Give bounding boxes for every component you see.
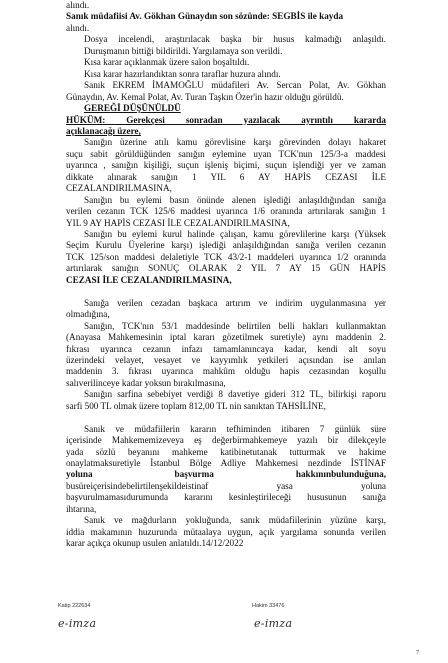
document-line: CEZALANDIRILMASINA, xyxy=(66,183,172,194)
document-line: Sanığın, TCK'nın 53/1 maddesinde belirtilen belli hakları kullanmaktan xyxy=(84,320,386,331)
document-line: olmadığına, xyxy=(66,309,110,320)
document-line: Sanığa verilen cezadan başkaca artırım ve indirim uygulanmasına yer xyxy=(84,297,386,308)
page-number: 7 xyxy=(416,650,419,656)
document-line: verilen cezanın TCK 125/6 maddesi uyarınca 1/6 oranında artırılarak sanığın 1 xyxy=(66,206,386,217)
document-line: Sanığın bu eylemi basın önünde alenen işlediği anlaşıldığından sanığa xyxy=(84,194,386,205)
document-line: dikkate alınarak sanığın 1 YIL 6 AY HAPİS CEZASI İLE xyxy=(66,171,386,182)
document-line: Sanık müdafiisi Av. Gökhan Günaydın son sözünde: SEGBİS ile kayda xyxy=(66,11,344,22)
document-line: YIL 9 AY HAPİS CEZASI İLE CEZALANDIRILMASINA, xyxy=(66,217,290,228)
document-line: içerisinde Mahkememizeveya eş değerbirmahkemeye yazılı bir dilekçeyle xyxy=(66,435,386,446)
document-line: sarfi 500 TL olmak üzere toplam 812,00 TL nin sanıktan TAHSİLİNE, xyxy=(66,400,326,411)
document-line: yoluna başvurma hakkınınbulunduğuna, xyxy=(66,469,386,480)
judge-esign-signature: e-imza xyxy=(254,617,293,630)
document-line: GEREĞİ DÜŞÜNÜLDÜ xyxy=(84,103,181,114)
document-line: onaylatmaksuretiyle İstanbul Bölge Adliye Mahkemesi nezdinde İSTİNAF xyxy=(66,458,386,468)
document-line: Dosya incelendi, araştırılacak başka bir husus kalmadığı anlaşıldı. xyxy=(84,34,386,45)
document-line: Sanığın bu eylemi kurul halinde çalışan, kamu görevlilerine karşı (Yüksek xyxy=(84,229,386,239)
document-line: alındı. xyxy=(66,22,90,33)
document-line: HÜKÜM: Gerekçesi sonradan yazılacak ayrıntılı kararda xyxy=(66,114,386,125)
document-line: Günaydın, Av. Kemal Polat, Av. Turan Taşkın Özer'in hazır olduğu görüldü. xyxy=(66,91,344,102)
document-line: uyarınca , sanığın kişiliği, suçun işleniş biçimi, suçun işlendiği yer ve zaman xyxy=(66,160,386,171)
document-line: Sanık EKREM İMAMOĞLU müdafileri Av. Sercan Polat, Av. Gökhan xyxy=(84,80,386,91)
document-line: Sanık ve müdafiilerin kararın tefhiminden itibaren 7 günlük süre xyxy=(84,423,386,434)
document-line: Sanığın üzerine atılı kamu görevlisine karşı görevinden dolayı hakaret xyxy=(84,137,386,148)
document-line: yada sözlü beyanını mahkeme katibinetutanak tutturmak ve hakime xyxy=(66,446,386,457)
document-line: üzerindeki velayet, vesayet ve kayyımlık yetkileri açısından ise anılan xyxy=(66,354,386,365)
document-line: Sanığın sarfina sebebiyet verdiği 8 davetiye gideri 312 TL, bilirkişi raporu xyxy=(84,389,386,400)
judge-label: Hakim 33476 xyxy=(252,603,285,609)
document-line: TCK 125/son maddesi delaletiyle TCK 43/2-1 maddeleri uyarınca 1/2 oranında xyxy=(66,251,386,262)
document-line: salıverilinceye kadar yoksun bırakılmasına, xyxy=(66,377,226,388)
document-line: fıkrası uyarınca cezanın infazı tamamlanıncaya kadar, kendi alt soyu xyxy=(66,343,386,354)
document-line: maddenin 3. fıkrası uyarınca mahkûm olduğu hapis cezasından koşullu xyxy=(66,366,386,377)
document-line: Seçim Kurulu Üyelerine karşı) işlediği anlaşıldığından sanığa verilen cezanın xyxy=(66,240,386,251)
document-line: suçu sabit görüldüğünden sanığın eylemine uyan TCK'nun 125/3-a maddesi xyxy=(66,148,386,159)
document-line: iddia makamının huzurunda mütaalaya uygun, açık yargılama sonunda verilen xyxy=(66,526,386,537)
document-line: başvurulmamasıdurumunda kararını kesinleştirileceği hususunun sanığa xyxy=(66,492,386,503)
document-line: Kısa karar açıklanmak üzere salon boşaltıldı. xyxy=(84,57,250,68)
document-line: (Anayasa Mahkemesinin iptal kararı gözetilmek suretiyle) aynı maddenin 2. xyxy=(66,332,386,343)
clerk-label: Katip 222634 xyxy=(58,603,91,609)
document-line: busüreiçerisindebelirtilenşekildeistinaf yasa yoluna xyxy=(66,480,386,491)
document-line: Kısa karar hazırlandıktan sonra taraflar huzura alındı. xyxy=(84,68,281,79)
document-line: CEZASI İLE CEZALANDIRILMASINA, xyxy=(66,274,232,285)
document-line: açıklanacağı üzere, xyxy=(66,125,141,136)
document-line: Duruşmanın bittiği bildirildi. Yargılamaya son verildi. xyxy=(84,45,283,56)
document-line: Sanık ve mağdurların yokluğunda, sanık müdafiilerinin yüzüne karşı, xyxy=(84,515,386,526)
document-line: alındı. xyxy=(66,0,90,10)
document-line: ihtarına, xyxy=(66,503,97,514)
document-line: artırılarak sanığın SONUÇ OLARAK 2 YIL 7 AY 15 GÜN HAPİS xyxy=(66,263,386,274)
document-line: karar açıkça okunup usulen anlatıldı.14/12/2022 xyxy=(66,538,244,549)
clerk-esign-signature: e-imza xyxy=(58,617,97,630)
